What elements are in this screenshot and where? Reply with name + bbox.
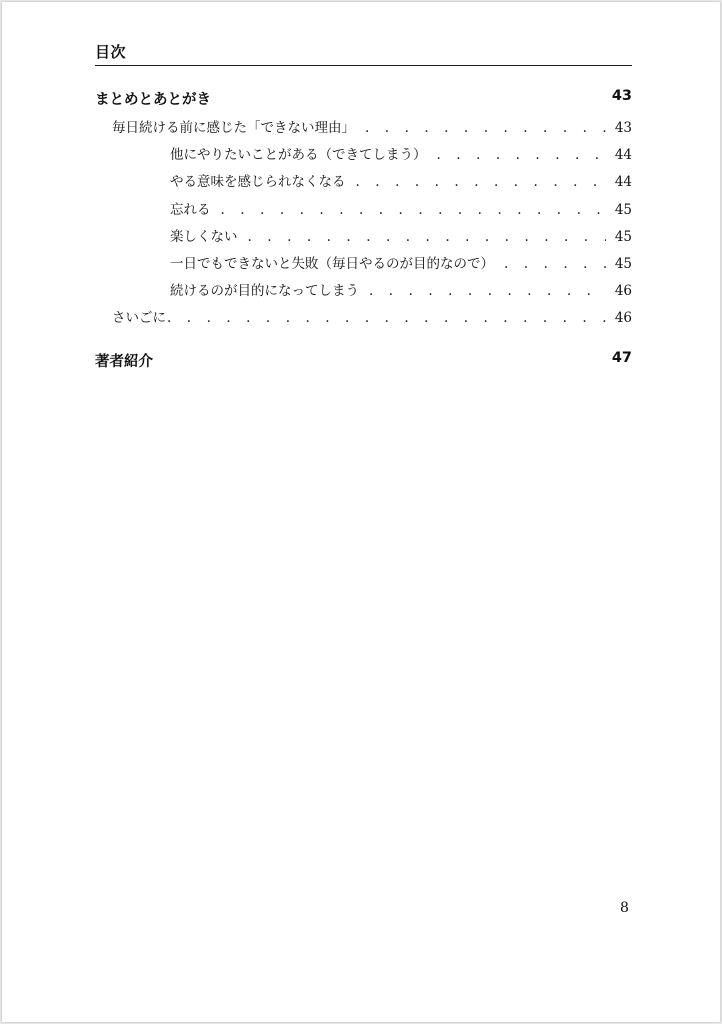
dot-leader xyxy=(221,202,607,218)
toc-section-entry[interactable] xyxy=(112,116,632,136)
toc-subsection-entry[interactable] xyxy=(170,279,632,299)
subsection-page-number: 45 xyxy=(614,202,632,218)
subsection-page-number: 44 xyxy=(614,147,632,163)
section-title: 毎日続ける前に感じた「できない理由」 xyxy=(112,120,355,136)
chapter-page-number: 43 xyxy=(611,88,632,104)
toc-chapter-entry[interactable] xyxy=(95,88,632,110)
subsection-title: 他にやりたいことがある（できてしまう） xyxy=(170,147,427,163)
document-page xyxy=(2,2,720,1022)
dot-leader xyxy=(504,256,606,272)
dot-leader xyxy=(356,174,607,190)
toc-subsection-entry[interactable] xyxy=(170,252,632,272)
toc-subsection-entry[interactable] xyxy=(170,170,632,190)
toc-heading: 目次 xyxy=(95,43,127,61)
page-header xyxy=(95,38,632,66)
toc-subsection-entry[interactable] xyxy=(170,143,632,163)
chapter-page-number: 47 xyxy=(611,350,632,366)
subsection-title: 続けるのが目的になってしまう xyxy=(170,283,359,299)
subsection-page-number: 45 xyxy=(614,229,632,245)
subsection-title: やる意味を感じられなくなる xyxy=(170,174,346,190)
subsection-page-number: 45 xyxy=(614,256,632,272)
subsection-page-number: 44 xyxy=(614,174,632,190)
page-number: 8 xyxy=(620,900,629,916)
section-page-number: 46 xyxy=(614,310,632,326)
subsection-page-number: 46 xyxy=(614,283,632,299)
dot-leader xyxy=(248,229,607,245)
dot-leader xyxy=(365,120,606,136)
chapter-title: 著者紹介 xyxy=(95,354,153,370)
dot-leader xyxy=(437,147,607,163)
section-title: さいごに xyxy=(112,310,166,326)
subsection-title: 一日でもできないと失敗（毎日やるのが目的なので） xyxy=(170,256,494,272)
toc-subsection-entry[interactable] xyxy=(170,198,632,218)
toc-chapter-entry[interactable] xyxy=(95,350,632,372)
chapter-title: まとめとあとがき xyxy=(95,92,211,108)
subsection-title: 忘れる xyxy=(170,202,211,218)
section-page-number: 43 xyxy=(614,120,632,136)
dot-leader xyxy=(369,283,606,299)
toc-section-entry[interactable] xyxy=(112,306,632,326)
subsection-title: 楽しくない xyxy=(170,229,238,245)
toc-subsection-entry[interactable] xyxy=(170,225,632,245)
dot-leader xyxy=(167,310,606,326)
